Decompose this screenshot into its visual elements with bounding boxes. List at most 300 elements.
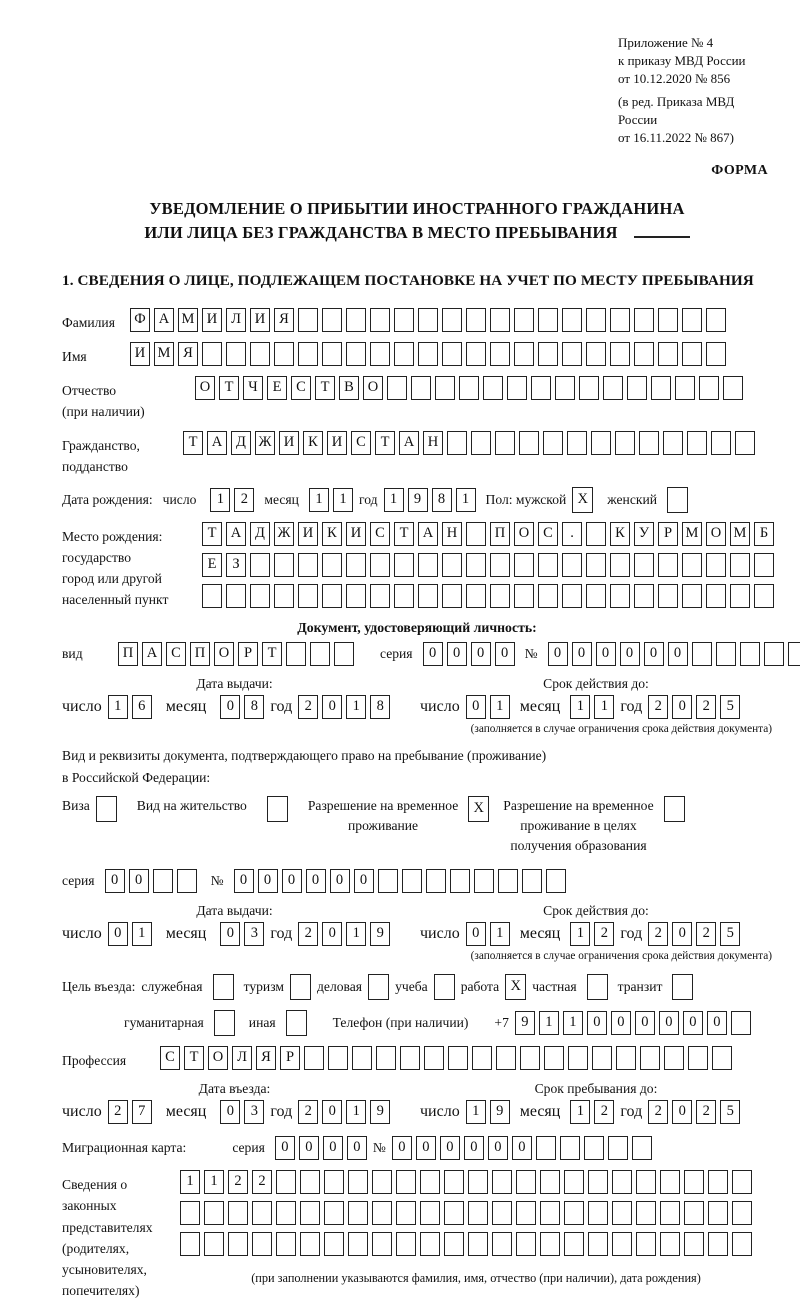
char-cell[interactable]: 1 [210, 488, 230, 512]
char-cell[interactable]: А [154, 308, 174, 332]
char-cell[interactable] [334, 642, 354, 666]
purpose-study-checkbox[interactable] [434, 974, 455, 1000]
char-cell[interactable] [562, 553, 582, 577]
char-cell[interactable]: 0 [275, 1136, 295, 1160]
char-cell[interactable] [732, 1232, 752, 1256]
char-cell[interactable]: 0 [282, 869, 302, 893]
char-cell[interactable] [346, 342, 366, 366]
char-cell[interactable]: 0 [322, 695, 342, 719]
char-cell[interactable]: 0 [707, 1011, 727, 1035]
char-cell[interactable] [180, 1232, 200, 1256]
char-cell[interactable] [730, 553, 750, 577]
char-cell[interactable]: С [166, 642, 186, 666]
char-cell[interactable]: Т [375, 431, 395, 455]
char-cell[interactable]: 0 [330, 869, 350, 893]
char-cell[interactable]: 2 [696, 1100, 716, 1124]
char-cell[interactable]: Я [274, 308, 294, 332]
char-cell[interactable]: С [370, 522, 390, 546]
char-cell[interactable]: 8 [244, 695, 264, 719]
char-cell[interactable]: И [327, 431, 347, 455]
char-cell[interactable] [740, 642, 760, 666]
char-cell[interactable]: 2 [594, 922, 614, 946]
char-cell[interactable]: М [730, 522, 750, 546]
char-cell[interactable]: 1 [346, 922, 366, 946]
char-cell[interactable]: Ф [130, 308, 150, 332]
char-cell[interactable] [274, 584, 294, 608]
char-cell[interactable] [564, 1201, 584, 1225]
char-cell[interactable]: 0 [258, 869, 278, 893]
char-cell[interactable] [492, 1201, 512, 1225]
blank-underline[interactable] [634, 222, 690, 238]
char-cell[interactable] [490, 308, 510, 332]
visa-checkbox[interactable] [96, 796, 117, 822]
char-cell[interactable]: Р [658, 522, 678, 546]
char-cell[interactable] [562, 308, 582, 332]
char-cell[interactable] [516, 1232, 536, 1256]
char-cell[interactable] [310, 642, 330, 666]
char-cell[interactable] [400, 1046, 420, 1070]
char-cell[interactable] [610, 342, 630, 366]
char-cell[interactable]: 0 [548, 642, 568, 666]
char-cell[interactable]: 7 [132, 1100, 152, 1124]
char-cell[interactable]: 8 [370, 695, 390, 719]
char-cell[interactable] [640, 1046, 660, 1070]
char-cell[interactable]: 0 [587, 1011, 607, 1035]
char-cell[interactable] [706, 342, 726, 366]
char-cell[interactable]: 0 [447, 642, 467, 666]
char-cell[interactable] [514, 553, 534, 577]
char-cell[interactable]: 0 [347, 1136, 367, 1160]
char-cell[interactable]: М [178, 308, 198, 332]
char-cell[interactable] [536, 1136, 556, 1160]
char-cell[interactable] [490, 553, 510, 577]
char-cell[interactable]: 1 [456, 488, 476, 512]
char-cell[interactable]: Е [202, 553, 222, 577]
char-cell[interactable] [322, 584, 342, 608]
char-cell[interactable] [444, 1201, 464, 1225]
char-cell[interactable] [328, 1046, 348, 1070]
char-cell[interactable]: А [399, 431, 419, 455]
char-cell[interactable]: О [363, 376, 383, 400]
char-cell[interactable] [298, 553, 318, 577]
char-cell[interactable] [204, 1201, 224, 1225]
char-cell[interactable] [586, 308, 606, 332]
char-cell[interactable] [448, 1046, 468, 1070]
char-cell[interactable] [348, 1201, 368, 1225]
char-cell[interactable]: 0 [105, 869, 125, 893]
char-cell[interactable] [584, 1136, 604, 1160]
char-cell[interactable]: 0 [683, 1011, 703, 1035]
char-cell[interactable] [442, 308, 462, 332]
char-cell[interactable] [634, 584, 654, 608]
sex-female-checkbox[interactable] [667, 487, 688, 513]
char-cell[interactable] [418, 342, 438, 366]
char-cell[interactable]: Ж [274, 522, 294, 546]
char-cell[interactable]: К [322, 522, 342, 546]
char-cell[interactable]: О [514, 522, 534, 546]
char-cell[interactable]: 0 [440, 1136, 460, 1160]
char-cell[interactable] [639, 431, 659, 455]
char-cell[interactable] [346, 553, 366, 577]
char-cell[interactable] [711, 431, 731, 455]
char-cell[interactable] [588, 1232, 608, 1256]
char-cell[interactable]: 0 [466, 922, 486, 946]
char-cell[interactable]: 0 [471, 642, 491, 666]
char-cell[interactable]: Т [184, 1046, 204, 1070]
char-cell[interactable] [394, 342, 414, 366]
char-cell[interactable] [688, 1046, 708, 1070]
char-cell[interactable]: 0 [322, 922, 342, 946]
char-cell[interactable]: 1 [539, 1011, 559, 1035]
char-cell[interactable]: 9 [370, 922, 390, 946]
char-cell[interactable] [490, 342, 510, 366]
char-cell[interactable]: А [418, 522, 438, 546]
char-cell[interactable]: 1 [180, 1170, 200, 1194]
char-cell[interactable]: 0 [596, 642, 616, 666]
char-cell[interactable]: 0 [129, 869, 149, 893]
char-cell[interactable]: У [634, 522, 654, 546]
char-cell[interactable]: В [339, 376, 359, 400]
char-cell[interactable] [180, 1201, 200, 1225]
char-cell[interactable] [564, 1170, 584, 1194]
char-cell[interactable] [754, 553, 774, 577]
char-cell[interactable]: К [303, 431, 323, 455]
char-cell[interactable] [177, 869, 197, 893]
char-cell[interactable]: О [214, 642, 234, 666]
char-cell[interactable] [754, 584, 774, 608]
char-cell[interactable]: С [160, 1046, 180, 1070]
char-cell[interactable] [682, 584, 702, 608]
char-cell[interactable] [324, 1232, 344, 1256]
char-cell[interactable]: 1 [384, 488, 404, 512]
char-cell[interactable] [394, 584, 414, 608]
char-cell[interactable] [274, 342, 294, 366]
char-cell[interactable]: П [190, 642, 210, 666]
char-cell[interactable] [274, 553, 294, 577]
char-cell[interactable]: 0 [354, 869, 374, 893]
char-cell[interactable] [252, 1232, 272, 1256]
char-cell[interactable] [610, 308, 630, 332]
char-cell[interactable]: 1 [309, 488, 329, 512]
char-cell[interactable]: 2 [594, 1100, 614, 1124]
char-cell[interactable] [387, 376, 407, 400]
char-cell[interactable]: 5 [720, 695, 740, 719]
char-cell[interactable]: О [208, 1046, 228, 1070]
char-cell[interactable]: 0 [392, 1136, 412, 1160]
char-cell[interactable]: 1 [204, 1170, 224, 1194]
char-cell[interactable]: 1 [346, 695, 366, 719]
char-cell[interactable] [447, 431, 467, 455]
char-cell[interactable] [663, 431, 683, 455]
char-cell[interactable] [636, 1201, 656, 1225]
temp-residence-edu-checkbox[interactable] [664, 796, 685, 822]
char-cell[interactable] [348, 1170, 368, 1194]
char-cell[interactable]: И [202, 308, 222, 332]
char-cell[interactable]: 0 [466, 695, 486, 719]
char-cell[interactable]: 5 [720, 1100, 740, 1124]
char-cell[interactable] [322, 308, 342, 332]
char-cell[interactable]: 0 [672, 695, 692, 719]
char-cell[interactable] [394, 553, 414, 577]
char-cell[interactable] [586, 584, 606, 608]
char-cell[interactable] [588, 1201, 608, 1225]
char-cell[interactable] [396, 1232, 416, 1256]
char-cell[interactable] [202, 342, 222, 366]
char-cell[interactable]: 1 [466, 1100, 486, 1124]
char-cell[interactable]: Т [315, 376, 335, 400]
char-cell[interactable]: Л [232, 1046, 252, 1070]
char-cell[interactable] [324, 1201, 344, 1225]
char-cell[interactable] [538, 308, 558, 332]
char-cell[interactable]: И [346, 522, 366, 546]
char-cell[interactable]: 1 [108, 695, 128, 719]
char-cell[interactable]: Т [219, 376, 239, 400]
char-cell[interactable]: 2 [252, 1170, 272, 1194]
char-cell[interactable] [634, 342, 654, 366]
char-cell[interactable]: 1 [570, 1100, 590, 1124]
char-cell[interactable] [468, 1232, 488, 1256]
char-cell[interactable] [540, 1170, 560, 1194]
char-cell[interactable] [660, 1170, 680, 1194]
char-cell[interactable]: К [610, 522, 630, 546]
char-cell[interactable] [228, 1232, 248, 1256]
char-cell[interactable] [682, 308, 702, 332]
purpose-tourism-checkbox[interactable] [290, 974, 311, 1000]
char-cell[interactable]: Н [442, 522, 462, 546]
char-cell[interactable]: Т [394, 522, 414, 546]
char-cell[interactable]: 2 [648, 695, 668, 719]
char-cell[interactable] [516, 1170, 536, 1194]
char-cell[interactable] [520, 1046, 540, 1070]
char-cell[interactable]: Р [238, 642, 258, 666]
char-cell[interactable] [562, 584, 582, 608]
char-cell[interactable] [540, 1232, 560, 1256]
char-cell[interactable]: 0 [495, 642, 515, 666]
char-cell[interactable] [424, 1046, 444, 1070]
char-cell[interactable] [466, 342, 486, 366]
char-cell[interactable]: С [538, 522, 558, 546]
purpose-work-checkbox[interactable]: X [505, 974, 526, 1000]
char-cell[interactable]: 0 [512, 1136, 532, 1160]
char-cell[interactable] [298, 584, 318, 608]
char-cell[interactable] [468, 1170, 488, 1194]
char-cell[interactable] [466, 553, 486, 577]
char-cell[interactable]: 0 [108, 922, 128, 946]
purpose-humanitarian-checkbox[interactable] [214, 1010, 235, 1036]
char-cell[interactable] [531, 376, 551, 400]
char-cell[interactable]: 8 [432, 488, 452, 512]
char-cell[interactable]: 2 [648, 1100, 668, 1124]
char-cell[interactable]: 1 [490, 922, 510, 946]
char-cell[interactable]: 1 [563, 1011, 583, 1035]
char-cell[interactable] [660, 1232, 680, 1256]
char-cell[interactable]: Н [423, 431, 443, 455]
char-cell[interactable] [544, 1046, 564, 1070]
char-cell[interactable] [492, 1170, 512, 1194]
char-cell[interactable] [514, 308, 534, 332]
char-cell[interactable] [560, 1136, 580, 1160]
char-cell[interactable]: Д [231, 431, 251, 455]
char-cell[interactable] [708, 1170, 728, 1194]
char-cell[interactable] [735, 431, 755, 455]
char-cell[interactable] [716, 642, 736, 666]
char-cell[interactable] [378, 869, 398, 893]
char-cell[interactable]: О [195, 376, 215, 400]
char-cell[interactable] [286, 642, 306, 666]
char-cell[interactable] [567, 431, 587, 455]
char-cell[interactable] [675, 376, 695, 400]
char-cell[interactable] [250, 584, 270, 608]
char-cell[interactable]: П [118, 642, 138, 666]
char-cell[interactable]: Р [280, 1046, 300, 1070]
char-cell[interactable] [418, 308, 438, 332]
char-cell[interactable] [418, 584, 438, 608]
char-cell[interactable] [372, 1232, 392, 1256]
purpose-transit-checkbox[interactable] [672, 974, 693, 1000]
char-cell[interactable] [519, 431, 539, 455]
char-cell[interactable]: О [706, 522, 726, 546]
char-cell[interactable] [634, 308, 654, 332]
char-cell[interactable] [468, 1201, 488, 1225]
char-cell[interactable] [660, 1201, 680, 1225]
char-cell[interactable]: 0 [572, 642, 592, 666]
char-cell[interactable]: 0 [220, 695, 240, 719]
char-cell[interactable]: 2 [298, 922, 318, 946]
char-cell[interactable] [612, 1170, 632, 1194]
char-cell[interactable] [586, 342, 606, 366]
char-cell[interactable] [346, 584, 366, 608]
char-cell[interactable] [300, 1232, 320, 1256]
sex-male-checkbox[interactable]: X [572, 487, 593, 513]
char-cell[interactable]: 5 [720, 922, 740, 946]
char-cell[interactable] [153, 869, 173, 893]
char-cell[interactable] [732, 1170, 752, 1194]
char-cell[interactable] [682, 342, 702, 366]
char-cell[interactable]: 9 [370, 1100, 390, 1124]
char-cell[interactable]: Т [202, 522, 222, 546]
char-cell[interactable]: 1 [333, 488, 353, 512]
char-cell[interactable]: И [298, 522, 318, 546]
char-cell[interactable] [204, 1232, 224, 1256]
char-cell[interactable]: 9 [515, 1011, 535, 1035]
char-cell[interactable] [420, 1201, 440, 1225]
char-cell[interactable]: 9 [490, 1100, 510, 1124]
char-cell[interactable] [538, 342, 558, 366]
char-cell[interactable]: 0 [620, 642, 640, 666]
char-cell[interactable]: 2 [298, 1100, 318, 1124]
char-cell[interactable] [608, 1136, 628, 1160]
char-cell[interactable]: 0 [299, 1136, 319, 1160]
char-cell[interactable] [730, 584, 750, 608]
char-cell[interactable]: 0 [672, 922, 692, 946]
char-cell[interactable] [592, 1046, 612, 1070]
char-cell[interactable]: Л [226, 308, 246, 332]
char-cell[interactable] [300, 1170, 320, 1194]
char-cell[interactable]: Я [178, 342, 198, 366]
char-cell[interactable] [664, 1046, 684, 1070]
char-cell[interactable] [276, 1201, 296, 1225]
char-cell[interactable]: 0 [672, 1100, 692, 1124]
char-cell[interactable] [543, 431, 563, 455]
char-cell[interactable] [426, 869, 446, 893]
char-cell[interactable] [322, 342, 342, 366]
char-cell[interactable] [226, 584, 246, 608]
char-cell[interactable]: А [142, 642, 162, 666]
char-cell[interactable] [538, 553, 558, 577]
purpose-official-checkbox[interactable] [213, 974, 234, 1000]
char-cell[interactable]: 2 [108, 1100, 128, 1124]
char-cell[interactable]: 0 [659, 1011, 679, 1035]
char-cell[interactable] [394, 308, 414, 332]
char-cell[interactable] [498, 869, 518, 893]
char-cell[interactable] [708, 1201, 728, 1225]
char-cell[interactable] [370, 308, 390, 332]
char-cell[interactable]: Б [754, 522, 774, 546]
char-cell[interactable] [490, 584, 510, 608]
char-cell[interactable]: Е [267, 376, 287, 400]
char-cell[interactable]: . [562, 522, 582, 546]
char-cell[interactable]: С [291, 376, 311, 400]
char-cell[interactable] [658, 308, 678, 332]
char-cell[interactable] [731, 1011, 751, 1035]
char-cell[interactable]: М [154, 342, 174, 366]
char-cell[interactable] [546, 869, 566, 893]
char-cell[interactable] [252, 1201, 272, 1225]
char-cell[interactable] [250, 553, 270, 577]
char-cell[interactable] [472, 1046, 492, 1070]
char-cell[interactable] [459, 376, 479, 400]
char-cell[interactable] [370, 584, 390, 608]
char-cell[interactable] [562, 342, 582, 366]
char-cell[interactable]: 1 [594, 695, 614, 719]
char-cell[interactable] [706, 584, 726, 608]
char-cell[interactable] [435, 376, 455, 400]
char-cell[interactable]: И [130, 342, 150, 366]
char-cell[interactable]: 1 [570, 695, 590, 719]
char-cell[interactable]: 2 [228, 1170, 248, 1194]
char-cell[interactable] [483, 376, 503, 400]
char-cell[interactable] [466, 522, 486, 546]
char-cell[interactable] [466, 584, 486, 608]
char-cell[interactable] [651, 376, 671, 400]
char-cell[interactable] [300, 1201, 320, 1225]
char-cell[interactable] [442, 553, 462, 577]
purpose-business-checkbox[interactable] [368, 974, 389, 1000]
char-cell[interactable]: 0 [322, 1100, 342, 1124]
char-cell[interactable] [298, 342, 318, 366]
char-cell[interactable] [627, 376, 647, 400]
char-cell[interactable] [522, 869, 542, 893]
char-cell[interactable] [658, 342, 678, 366]
char-cell[interactable]: А [226, 522, 246, 546]
char-cell[interactable] [442, 342, 462, 366]
char-cell[interactable] [588, 1170, 608, 1194]
char-cell[interactable]: 0 [635, 1011, 655, 1035]
char-cell[interactable] [706, 553, 726, 577]
char-cell[interactable] [708, 1232, 728, 1256]
char-cell[interactable]: 2 [234, 488, 254, 512]
char-cell[interactable] [682, 553, 702, 577]
char-cell[interactable] [603, 376, 623, 400]
char-cell[interactable] [250, 342, 270, 366]
char-cell[interactable] [492, 1232, 512, 1256]
char-cell[interactable] [442, 584, 462, 608]
char-cell[interactable]: 2 [648, 922, 668, 946]
char-cell[interactable] [514, 584, 534, 608]
char-cell[interactable]: 1 [346, 1100, 366, 1124]
char-cell[interactable] [555, 376, 575, 400]
char-cell[interactable] [764, 642, 784, 666]
